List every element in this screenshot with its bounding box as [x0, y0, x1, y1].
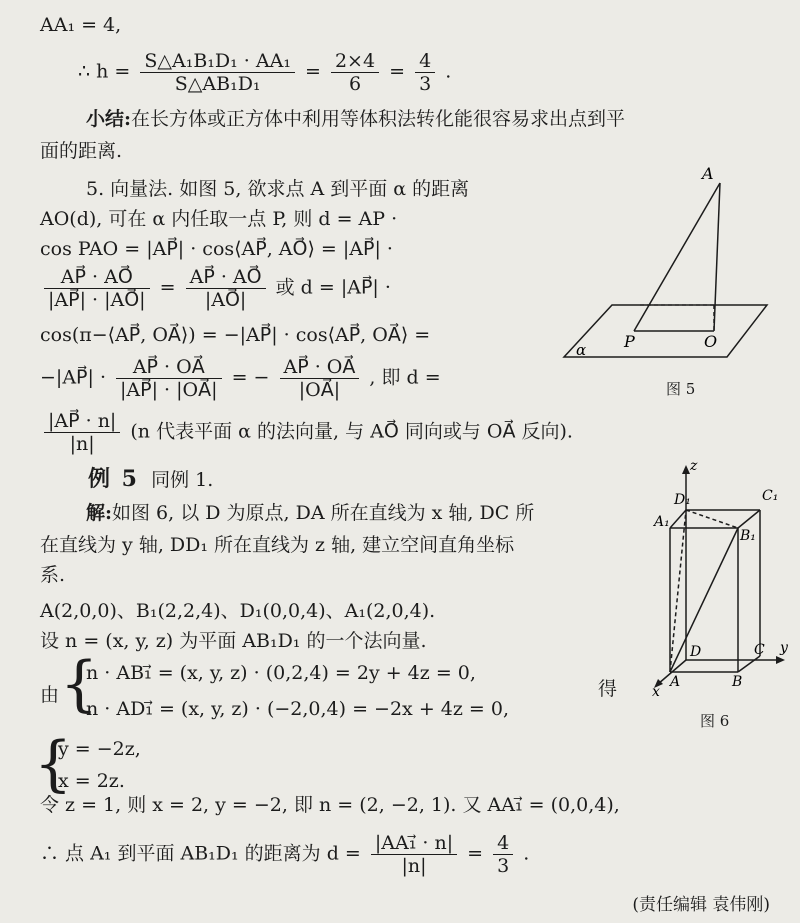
numerator: |AP⃗ · n|	[44, 410, 120, 433]
numerator: 4	[415, 50, 435, 73]
method5-line-b	[40, 206, 397, 232]
line-text: AA₁ = 4,	[40, 14, 122, 36]
let-line	[40, 792, 620, 818]
system-eq-2	[86, 696, 509, 722]
final-line	[40, 832, 529, 877]
figure-6	[630, 460, 800, 700]
text-line-1	[40, 12, 121, 38]
solution-line-1	[86, 500, 534, 526]
denominator: |OA⃗|	[298, 379, 341, 401]
denominator: |AP⃗| · |AO⃗|	[48, 289, 146, 311]
figure-6-drawing	[630, 460, 800, 700]
label-A1: A₁	[654, 514, 670, 530]
line-text: 如图 6, 以 D 为原点, DA 所在直线为 x 轴, DC 所	[112, 502, 535, 524]
line-text: 在直线为 y 轴, DD₁ 所在直线为 z 轴, 建立空间直角坐标	[40, 534, 515, 556]
method5-line-f	[40, 356, 441, 401]
line-head: −|AP⃗| ·	[40, 366, 106, 389]
formula-h	[78, 50, 451, 95]
fraction	[331, 50, 379, 95]
fraction	[44, 410, 120, 455]
line-text: cos(π−⟨AP⃗, OA⃗⟩) = −|AP⃗| · cos⟨AP⃗, OA⃗⟩ =	[40, 324, 431, 346]
denominator: 3	[497, 855, 510, 877]
denominator: |n|	[401, 855, 427, 877]
figure-5	[562, 165, 772, 365]
fraction	[44, 266, 150, 311]
equals: = −	[231, 366, 270, 389]
method5-line-d	[40, 266, 391, 311]
line-text: 得	[598, 678, 618, 700]
line-text: 系.	[40, 564, 66, 586]
line-text: 令 z = 1, 则 x = 2, y = −2, 即 n = (2, −2, 1). 又 AA₁⃗ = (0,0,4),	[40, 794, 620, 816]
label-D1: D₁	[674, 492, 691, 508]
equals: =	[159, 276, 176, 299]
de-label	[598, 676, 617, 702]
line-text: y = −2z,	[58, 738, 141, 760]
fraction	[280, 356, 360, 401]
numerator: 2×4	[331, 50, 379, 73]
line-text: A(2,0,0)、B₁(2,2,4)、D₁(0,0,4)、A₁(2,0,4).	[40, 600, 436, 622]
coords-line	[40, 598, 435, 624]
summary-text: 在长方体或正方体中利用等体积法转化能很容易求出点到平	[131, 108, 626, 130]
summary-line-2	[40, 138, 122, 164]
summary-label: 小结:	[86, 108, 132, 130]
label-D: D	[690, 644, 702, 660]
equals: =	[467, 842, 484, 865]
axis-x-label: x	[652, 684, 660, 700]
line-text: n · AB₁⃗ = (x, y, z) · (0,2,4) = 2y + 4z = 0,	[86, 662, 476, 684]
fraction	[116, 356, 221, 401]
figure-5-drawing	[562, 165, 772, 365]
axis-z-label: z	[690, 460, 698, 474]
you-label	[40, 682, 59, 708]
line-text: n · AD₁⃗ = (x, y, z) · (−2,0,4) = −2x + 4z = 0,	[86, 698, 510, 720]
method5-line-e	[40, 322, 430, 348]
line-text: 设 n = (x, y, z) 为平面 AB₁D₁ 的一个法向量.	[40, 630, 427, 652]
fraction	[493, 832, 513, 877]
label-B: B	[732, 674, 743, 690]
summary-line-1	[86, 106, 625, 132]
example-title: 例 5	[88, 466, 139, 492]
system-eq-1	[86, 660, 476, 686]
numerator: S△A₁B₁D₁ · AA₁	[140, 50, 295, 73]
solution-line-3	[40, 562, 65, 588]
numerator: AP⃗ · OA⃗	[116, 356, 221, 379]
solution-line-2	[40, 532, 514, 558]
line-text: ∴ 点 A₁ 到平面 AB₁D₁ 的距离为 d =	[40, 842, 361, 865]
summary-text: 面的距离.	[40, 140, 123, 162]
formula-prefix: ∴ h =	[78, 60, 131, 83]
line-text: cos PAO = |AP⃗| · cos⟨AP⃗, AO⃗⟩ = |AP⃗| ·	[40, 238, 393, 260]
brace: {	[34, 729, 73, 799]
line-tail: , 即 d =	[369, 366, 441, 389]
line-text: x = 2z.	[58, 770, 125, 792]
figure-5-caption: 图 5	[666, 380, 696, 398]
example-5-heading	[88, 466, 213, 493]
numerator: |AA₁⃗ · n|	[371, 832, 457, 855]
solution-label: 解:	[86, 502, 113, 524]
equals: =	[389, 60, 406, 83]
example-text: 同例 1.	[151, 469, 214, 491]
equals: =	[305, 60, 321, 83]
label-P: P	[624, 332, 635, 351]
denominator: |AO⃗|	[204, 289, 247, 311]
numerator: AP⃗ · AO⃗	[44, 266, 150, 289]
axis-y-label: y	[780, 640, 788, 656]
fraction	[186, 266, 266, 311]
line-text: AO(d), 可在 α 内任取一点 P, 则 d = AP ·	[40, 208, 398, 230]
denominator: S△AB₁D₁	[174, 73, 261, 95]
brace: {	[60, 649, 99, 719]
numerator: AP⃗ · OA⃗	[280, 356, 360, 379]
label-A: A	[702, 165, 714, 183]
numerator: AP⃗ · AO⃗	[186, 266, 266, 289]
line-text: 5. 向量法. 如图 5, 欲求点 A 到平面 α 的距离	[86, 178, 470, 200]
line-tail: 或 d = |AP⃗| ·	[275, 276, 391, 299]
fraction	[371, 832, 457, 877]
editor-credit: (责任编辑 袁伟刚)	[632, 895, 770, 915]
method5-line-a	[86, 176, 469, 202]
denominator: 6	[348, 73, 362, 95]
label-C1: C₁	[762, 488, 779, 504]
figure-6-caption: 图 6	[700, 712, 730, 730]
label-alpha: α	[576, 341, 587, 359]
fraction	[415, 50, 435, 95]
result-eq-1	[58, 736, 141, 762]
result-eq-2	[58, 768, 125, 794]
label-C: C	[754, 642, 765, 658]
period: .	[445, 60, 452, 83]
label-O: O	[704, 332, 718, 351]
fraction	[140, 50, 295, 95]
label-B1: B₁	[740, 528, 756, 544]
period: .	[523, 842, 530, 865]
label-A: A	[670, 674, 681, 690]
line-tail: (n 代表平面 α 的法向量, 与 AO⃗ 同向或与 OA⃗ 反向).	[130, 420, 573, 443]
method5-line-c	[40, 236, 393, 262]
numerator: 4	[493, 832, 513, 855]
line-text: 由	[40, 684, 60, 706]
denominator: |n|	[69, 433, 95, 455]
denominator: 3	[419, 73, 432, 95]
method5-line-g	[40, 410, 573, 455]
denominator: |AP⃗| · |OA⃗|	[120, 379, 218, 401]
